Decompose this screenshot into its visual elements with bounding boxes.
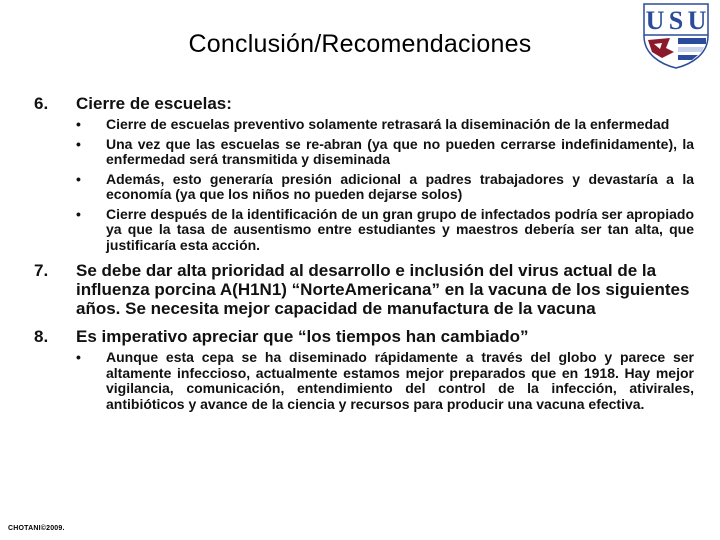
logo-letter-3: U xyxy=(687,6,707,35)
item-heading: Cierre de escuelas: xyxy=(76,94,232,113)
list-item xyxy=(76,350,694,412)
bullet-list xyxy=(76,350,694,412)
slide-title: Conclusión/Recomendaciones xyxy=(188,30,532,58)
bullet-glyph: • xyxy=(76,205,81,222)
logo-letter-1: U xyxy=(645,6,665,35)
item-number: 6. xyxy=(34,94,49,113)
bullet-text: Además, esto generaría presión adicional a padres trabajadores y devastaría a la economía (ya que los niños no pueden dejarse solos) xyxy=(106,170,694,202)
footer-copyright: CHOTANI©2009. xyxy=(8,525,65,532)
bullet-glyph: • xyxy=(76,116,81,132)
numbered-item-8 xyxy=(34,327,694,412)
list-item xyxy=(76,172,694,203)
list-item xyxy=(76,137,694,168)
bullet-glyph: • xyxy=(76,170,81,187)
list-item xyxy=(76,207,694,254)
bullet-glyph: • xyxy=(76,135,81,152)
logo-letter-2: S xyxy=(668,6,684,35)
item-number: 7. xyxy=(34,261,49,280)
bullet-list xyxy=(76,117,694,253)
bullet-glyph: • xyxy=(76,349,81,365)
bullet-text: Aunque esta cepa se ha diseminado rápidamente a través del globo y parece ser altamente infeccioso, actualmente estamos mejor preparados que en 1918. Hay mejor vigilancia, comunicación, entendimiento del control de la infección, ativirales, antibióticos y avance de la ciencia y recursos para producir una vacuna efectiva. xyxy=(106,349,694,412)
numbered-item-7 xyxy=(34,261,694,318)
slide-content xyxy=(34,94,694,416)
numbered-item-6 xyxy=(34,94,694,253)
item-number: 8. xyxy=(34,327,49,346)
list-item xyxy=(76,117,694,133)
item-heading: Es imperativo apreciar que “los tiempos han cambiado” xyxy=(76,327,529,346)
item-heading: Se debe dar alta prioridad al desarrollo e inclusión del virus actual de la influenza porcina A(H1N1) “NorteAmericana” en la vacuna de los siguientes años. Se necesita mejor capacidad de manufactura de la vacuna xyxy=(76,261,690,318)
bullet-text: Cierre después de la identificación de un gran grupo de infectados podría ser apropiado ya que la tasa de ausentismo entre estudiantes y maestros debería ser tan alta, que justificaría esta acción. xyxy=(106,205,694,253)
bullet-text: Una vez que las escuelas se re-abran (ya que no pueden cerrarse indefinidamente), la enfermedad será transmitida y diseminada xyxy=(106,135,694,167)
bullet-text: Cierre de escuelas preventivo solamente retrasará la diseminación de la enfermedad xyxy=(106,116,670,132)
